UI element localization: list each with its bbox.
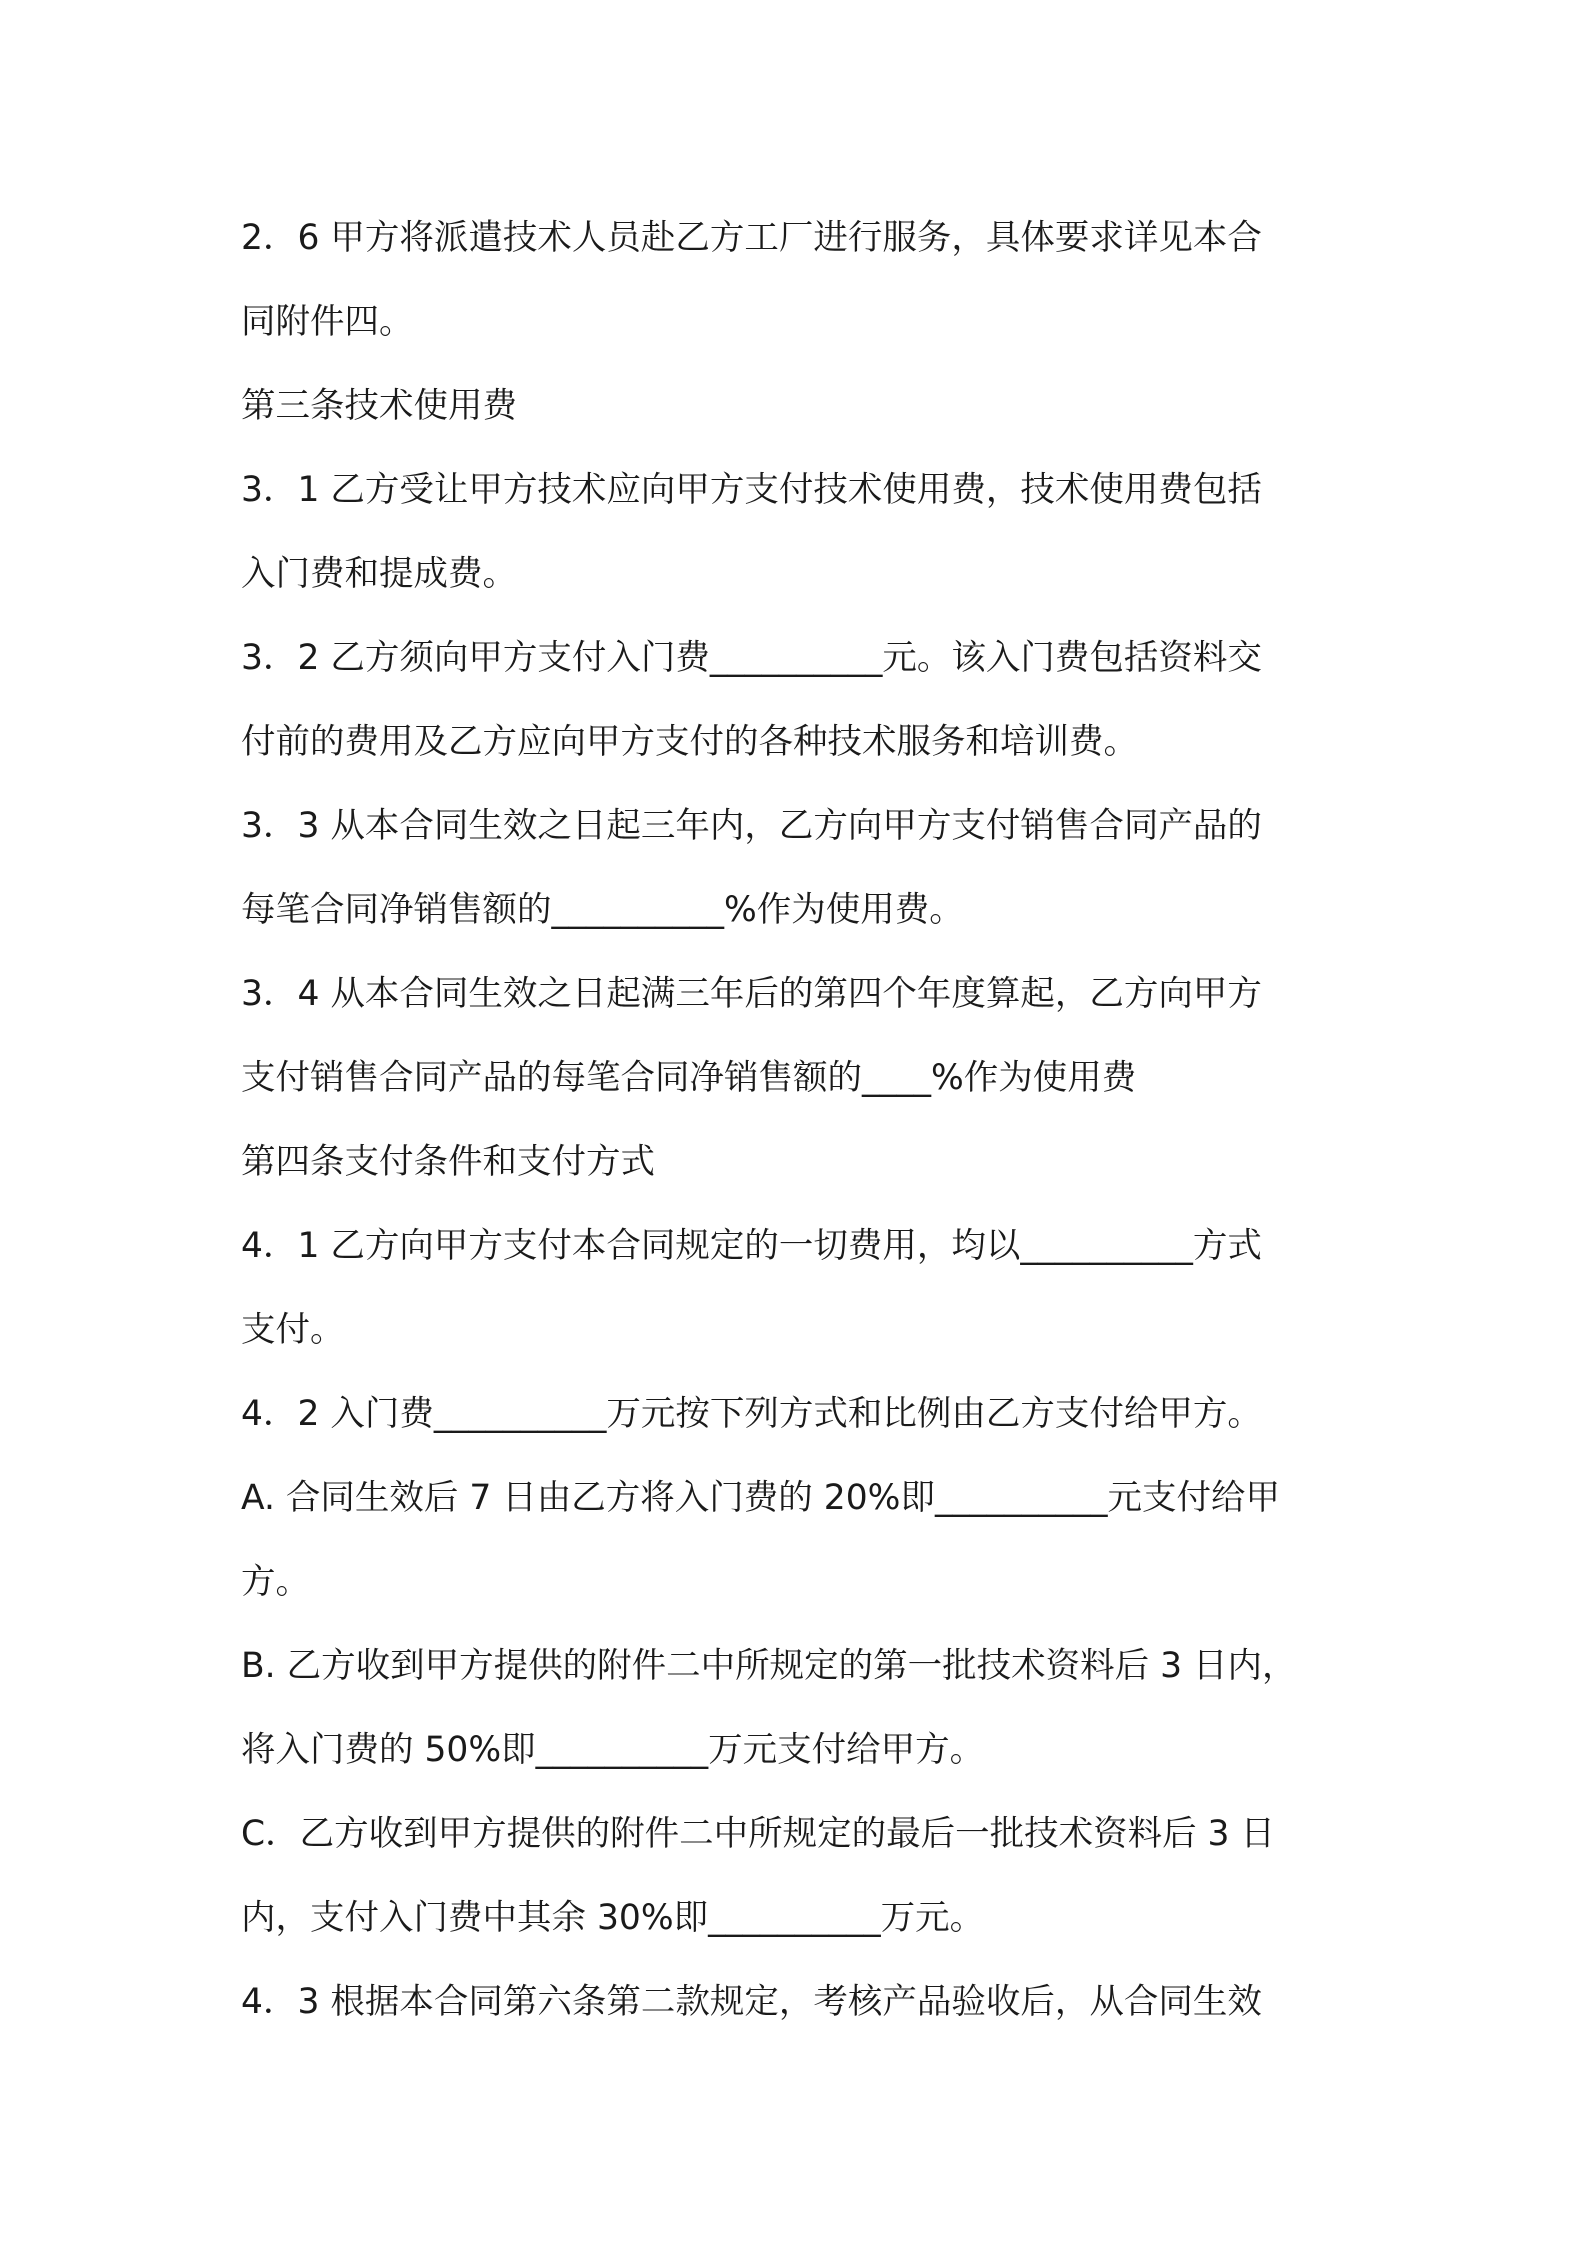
text-line-6: 3．2 乙方须向甲方支付入门费__________元。该入门费包括资料交 xyxy=(241,638,1262,678)
text-line-10: 3．4 从本合同生效之日起满三年后的第四个年度算起，乙方向甲方 xyxy=(241,974,1262,1014)
text-line-11: 支付销售合同产品的每笔合同净销售额的____%作为使用费 xyxy=(241,1058,1137,1098)
text-line-2: 同附件四。 xyxy=(241,302,414,342)
contract-text xyxy=(241,196,1356,2044)
text-line-17: 方。 xyxy=(241,1562,310,1602)
text-line-7: 付前的费用及乙方应向甲方支付的各种技术服务和培训费。 xyxy=(241,722,1138,762)
text-line-5: 入门费和提成费。 xyxy=(241,554,517,594)
text-line-9: 每笔合同净销售额的__________%作为使用费。 xyxy=(241,890,964,930)
text-line-4: 3．1 乙方受让甲方技术应向甲方支付技术使用费，技术使用费包括 xyxy=(241,470,1262,510)
text-line-14: 支付。 xyxy=(241,1310,345,1350)
text-line-19: 将入门费的 50%即__________万元支付给甲方。 xyxy=(241,1730,985,1770)
text-line-13: 4．1 乙方向甲方支付本合同规定的一切费用，均以__________方式 xyxy=(241,1226,1262,1266)
text-line-18: B. 乙方收到甲方提供的附件二中所规定的第一批技术资料后 3 日内， xyxy=(241,1646,1297,1686)
article-heading-4: 第四条支付条件和支付方式 xyxy=(241,1142,655,1182)
text-line-21: 内，支付入门费中其余 30%即__________万元。 xyxy=(241,1898,985,1938)
text-line-22: 4．3 根据本合同第六条第二款规定，考核产品验收后，从合同生效 xyxy=(241,1982,1262,2022)
text-line-15: 4．2 入门费__________万元按下列方式和比例由乙方支付给甲方。 xyxy=(241,1394,1262,1434)
article-heading-3: 第三条技术使用费 xyxy=(241,386,517,426)
text-line-16: A. 合同生效后 7 日由乙方将入门费的 20%即__________元支付给甲 xyxy=(241,1478,1280,1518)
text-line-1: 2．6 甲方将派遣技术人员赴乙方工厂进行服务，具体要求详见本合 xyxy=(241,218,1262,258)
text-line-8: 3．3 从本合同生效之日起三年内，乙方向甲方支付销售合同产品的 xyxy=(241,806,1262,846)
text-line-20: C．乙方收到甲方提供的附件二中所规定的最后一批技术资料后 3 日 xyxy=(241,1814,1275,1854)
